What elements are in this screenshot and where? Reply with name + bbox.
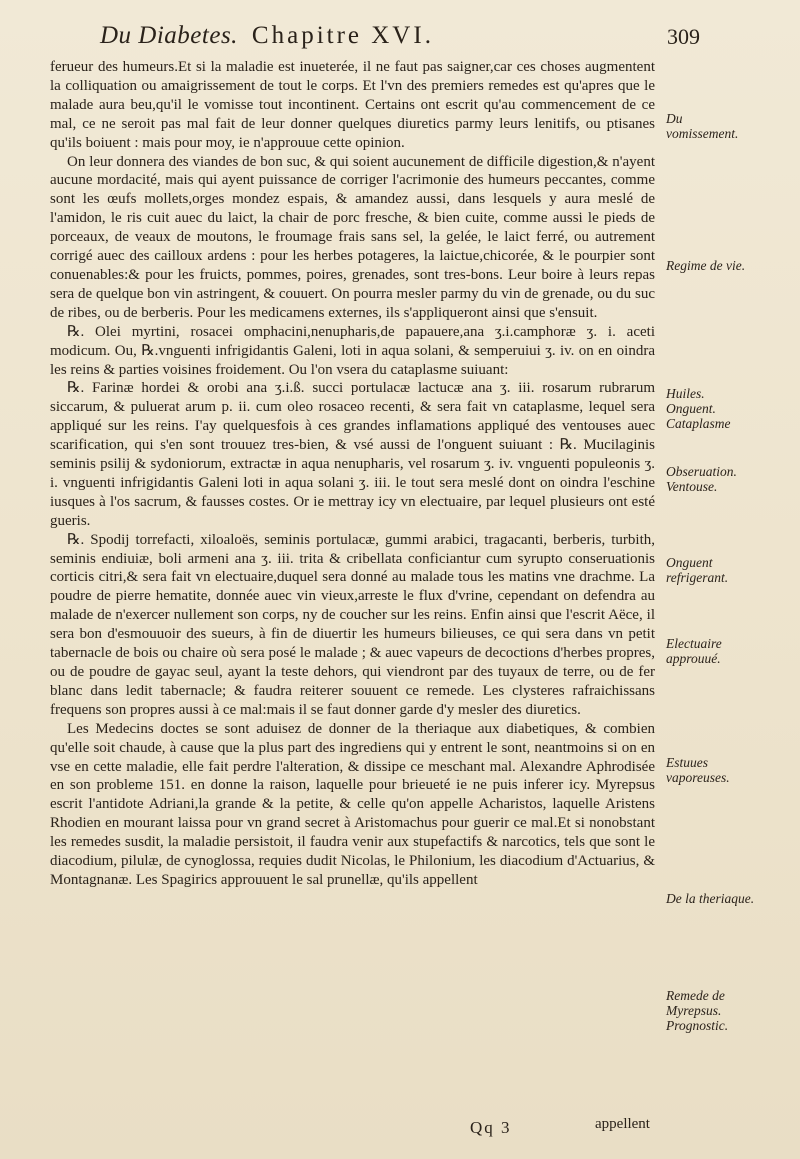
margin-note-remede: Remede de Myrepsus. Prognostic. — [666, 988, 729, 1033]
margin-note-regime: Regime de vie. — [666, 258, 746, 273]
margin-note-estuues: Estuues vaporeuses. — [666, 755, 730, 785]
page-header — [100, 14, 700, 58]
margin-note-vomissement: Du vomissement. — [666, 111, 739, 141]
margin-note-onguent: Onguent refrigerant. — [666, 555, 729, 585]
margin-note-huiles: Huiles. Onguent. Cataplasme — [666, 386, 731, 431]
chapter-heading: Chapitre XVI. — [251, 22, 434, 49]
paragraph-5: ℞. Spodij torrefacti, xiloaloës, seminis portulacæ, gummi arabici, tragacanti, berberis, turbith, seminis endiuiæ, boli armeni ana ʒ. iii. trita & cribellata conficiantur cum syrupto conseruationis corticis citri,& sera fait vn electuaire,duquel sera donné au malade tous les matins vne drachme. La poudre de pierre hematite, donnée auec vin vieux,arreste le flux d'vrine, cependant on defendra au malade de n'exercer nullement son corps, ny de coucher sur les reins. Enfin ainsi que l'escrit Aëce, il sera bon d'esmouuoir des sueurs, à fin de diuertir les humeurs bilieuses, ce qui sera dans vn petit tabernacle de bois ou chaire où sera posé le malade ; & auec vapeurs de decoctions d'herbes propres, ou de poudre de gayac seul, ayant la teste dehors, qui viendront par des tuyaux de terre, ou de fer blanc dans ledit tabernacle; & faudra reiterer souuent ce remede. Les clysteres rafraichissans frequens son propres aussi à ce mal:mais il se faut donner garde d'y mesler des diuretics. — [50, 531, 655, 718]
catchword: appellent — [595, 1116, 650, 1132]
signature-mark: Qq 3 — [470, 1118, 512, 1137]
margin-note-electuaire: Electuaire approuué. — [666, 636, 722, 666]
running-head — [100, 22, 434, 50]
paragraph-6: Les Medecins doctes se sont aduisez de donner de la theriaque aux diabetiques, & combien qu'elle soit chaude, à cause que la plus part des ingrediens qui y entrent le sont, neantmoins si on en vse en cette maladie, elle fait perdre l'alteration, & dissipe ce meschant mal. Alexandre Aphrodisée en son probleme 151. en donne la raison, laquelle pour brieueté ie ne puis inferer icy. Myrepsus escrit l'antidote Adriani,la grande & la petite, & celle qu'on appelle Acharistos, laquelle Aristens Rhodien en mourant laissa pour vn grand secret à Aristomachus pour guerir ce mal.Et si nonobstant les remedes susdit, la maladie persistoit, il faudra venir aux stupefactifs & narcotics, tels que sont le diacodium, pilulæ, de cynoglossa, requies dudit Nicolas, le Philonium, les diacodium d'Actuarius, & Montagnanæ. Les Spagirics approuuent le sal prunellæ, qu'ils appellent — [50, 720, 655, 888]
paragraph-4: ℞. Farinæ hordei & orobi ana ʒ.i.ß. succi portulacæ lactucæ ana ʒ. iii. rosarum rubrarum siccarum, & puluerat arum p. ii. cum oleo rosaceo recenti, & sera fait vn cataplasme, lequel sera appliqué sur les reins. I'ay quelquesfois à ces grandes inflamations appliqué des ventouses auec scarification, qui s'en sont trouuez tres-bien, & vsé aussi de l'onguent suiuant : ℞. Mucilaginis seminis psilij & sydoniorum, extractæ in aqua nenupharis, vel rosarum ʒ. iv. vnguenti populeonis ʒ. i. vnguenti infrigidantis Galeni loti in aqua solani ʒ. iii. le tout sera meslé dont on oindra l'eschine iusques à l'os sacrum, & fausses costes. Or ie mettray icy vn electuaire, par lequel plusieurs ont esté gueris. — [50, 380, 655, 529]
margin-note-observation: Obseruation. Ventouse. — [666, 464, 737, 494]
paragraph-2: On leur donnera des viandes de bon suc, & qui soient aucunement de difficile digestion,& n'ayent aucune mordacité, mais qui ayent puissance de corriger l'acrimonie des humeurs peccantes, comme sont les œufs mollets,orges mondez espais, & amandez aussi, dans lesquels y aura meslé de l'amidon, le ris cuit auec du laict, la chair de porc fresche, & bien cuite, comme aussi le pieds de porceaux, de veaux de moutons, le froumage frais sans sel, la gelée, le laict ferré, ou autrement corrigé auec des cailloux ardens : pour les herbes potageres, la laictue,chicorée, & le pourpier sont conuenables:& pour les fruicts, pommes, poires, grenades, sont tres-bons. Leur boire à leurs repas sera de quelque bon vin astringent, & couuert. On pourra mesler parmy du vin de grenade, ou du suc de ribes, ou de berberis. Pour les medicamens externes, ils s'appliqueront ainsi que s'ensuit. — [50, 153, 655, 321]
body-text — [50, 58, 655, 890]
paragraph-3: ℞. Olei myrtini, rosacei omphacini,nenupharis,de papauere,ana ʒ.i.camphoræ ʒ. i. aceti modicum. Ou, ℞.vnguenti infrigidantis Galeni, loti in aqua solani, & semperuiui ʒ. iv. on en oindra les reins & parties voisines froidement. Ou l'on vsera du cataplasme suiuant: — [50, 323, 655, 378]
paragraph-1: ferueur des humeurs.Et si la maladie est inueterée, il ne faut pas saigner,car ces choses augmentent la colliquation ou amaigrissement de tout le corps. Et l'vn des premiers remedes est qu'apres que le malade aura beu,qu'il le vomisse tout incontinent. Certains ont escrit qu'au commencement de ce mal, ce ne seroit pas mal fait de leur donner quelques diuretics parmy leurs lenitifs, ou ptisanes qu'ils boiuent : mais pour moy, ie n'approuue cette opinion. — [50, 59, 655, 151]
running-title: Du Diabetes. — [100, 22, 238, 49]
margin-note-theriaque: De la theriaque. — [666, 891, 755, 906]
page-number: 309 — [667, 24, 700, 49]
